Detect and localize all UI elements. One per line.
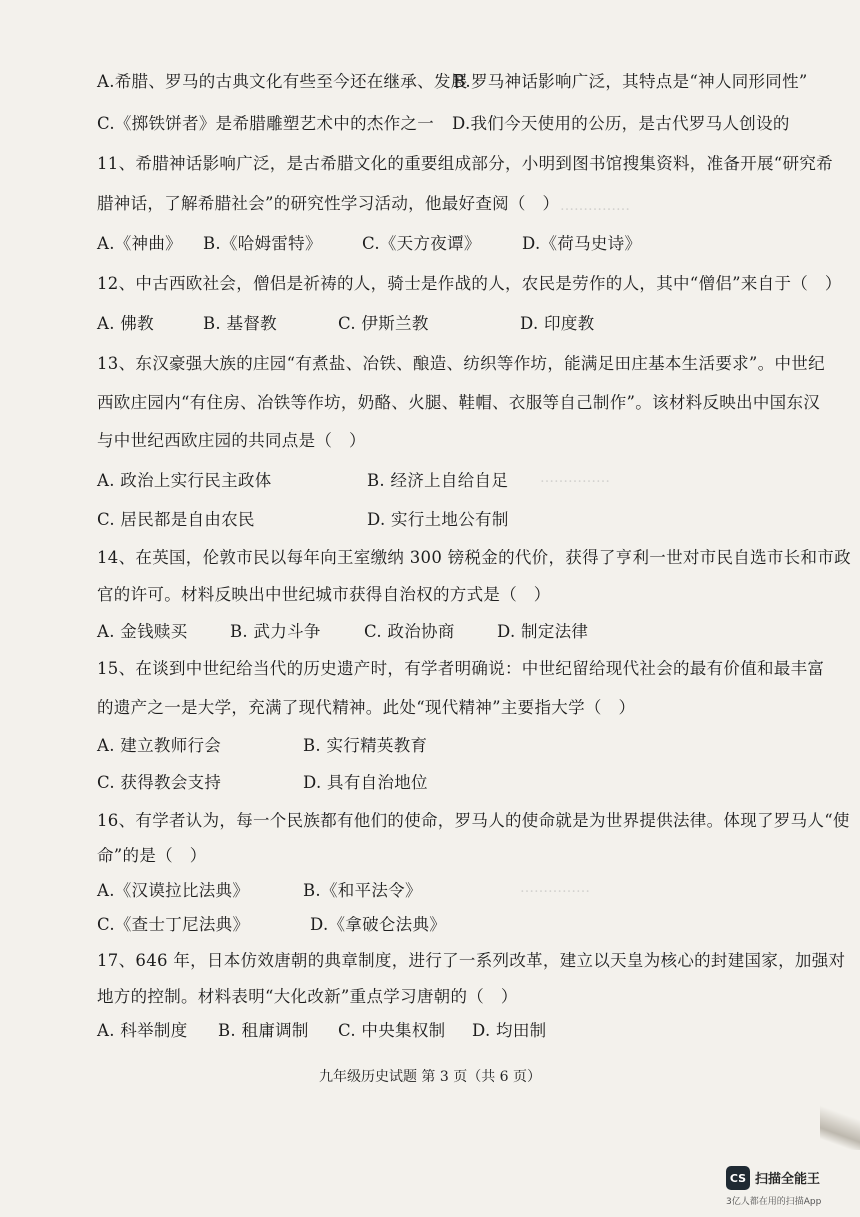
q16-stem: 16、有学者认为，每一个民族都有他们的使命，罗马人的使命就是为世界提供法律。体现了罗马人“使: [97, 811, 850, 830]
q15-option-c: C. 获得教会支持: [97, 773, 222, 792]
q12-option-d: D. 印度教: [520, 314, 595, 333]
q13-option-d: D. 实行土地公有制: [367, 510, 509, 529]
q15-stem: 15、在谈到中世纪给当代的历史遗产时，有学者明确说：中世纪留给现代社会的最有价值和最丰富: [97, 659, 825, 678]
camscanner-logo-icon: CS: [726, 1166, 750, 1190]
q12-option-c: C. 伊斯兰教: [338, 314, 429, 333]
q16-option-d: D.《拿破仑法典》: [310, 915, 447, 934]
scanner-watermark: [726, 1166, 836, 1206]
q11-option-d: D.《荷马史诗》: [522, 234, 642, 253]
q15-option-a: A. 建立教师行会: [97, 736, 222, 755]
bleed-through: ……………: [540, 470, 610, 486]
q13-option-a: A. 政治上实行民主政体: [97, 471, 272, 490]
q14-option-c: C. 政治协商: [364, 622, 455, 641]
watermark-title: 扫描全能王: [755, 1172, 821, 1187]
q11-option-c: C.《天方夜谭》: [362, 234, 481, 253]
paper-tear: [820, 1090, 860, 1150]
watermark-subtitle: 3亿人都在用的扫描App: [726, 1197, 822, 1207]
q13-stem-cont: 西欧庄园内“有住房、冶铁等作坊，奶酪、火腿、鞋帽、衣服等自己制作”。该材料反映出中国东汉: [97, 393, 821, 412]
q16-option-c: C.《查士丁尼法典》: [97, 915, 250, 934]
q10-option-b: B.罗马神话影响广泛，其特点是“神人同形同性”: [453, 72, 808, 91]
q13-option-c: C. 居民都是自由农民: [97, 510, 255, 529]
q10-option-c: C.《掷铁饼者》是希腊雕塑艺术中的杰作之一: [97, 114, 435, 133]
page-footer: 九年级历史试题 第 3 页（共 6 页）: [318, 1069, 542, 1085]
q17-option-c: C. 中央集权制: [338, 1021, 446, 1040]
q15-stem-cont: 的遗产之一是大学，充满了现代精神。此处“现代精神”主要指大学（ ）: [97, 698, 636, 717]
q14-option-b: B. 武力斗争: [230, 622, 321, 641]
q11-option-a: A.《神曲》: [97, 234, 182, 253]
q10-option-a: A.希腊、罗马的古典文化有些至今还在继承、发展: [97, 72, 468, 91]
q12-option-a: A. 佛教: [97, 314, 154, 333]
q13-stem: 13、东汉豪强大族的庄园“有煮盐、冶铁、酿造、纺织等作坊，能满足田庄基本生活要求”。中世纪: [97, 354, 825, 373]
q14-stem: 14、在英国，伦敦市民以每年向王室缴纳 300 镑税金的代价，获得了亨利一世对市民自选市长和市政: [97, 548, 851, 567]
q14-option-d: D. 制定法律: [497, 622, 589, 641]
q12-stem: 12、中古西欧社会，僧侣是祈祷的人，骑士是作战的人，农民是劳作的人，其中“僧侣”来自于（ ）: [97, 274, 842, 293]
q11-option-b: B.《哈姆雷特》: [203, 234, 322, 253]
bleed-through: ……………: [520, 880, 590, 896]
q17-option-b: B. 租庸调制: [218, 1021, 309, 1040]
q13-stem-cont: 与中世纪西欧庄园的共同点是（ ）: [97, 431, 366, 450]
q17-option-a: A. 科举制度: [97, 1021, 188, 1040]
q17-stem: 17、646 年，日本仿效唐朝的典章制度，进行了一系列改革，建立以天皇为核心的封建国家，加强对: [97, 951, 846, 970]
q15-option-b: B. 实行精英教育: [303, 736, 428, 755]
q16-option-b: B.《和平法令》: [303, 881, 422, 900]
q10-option-d: D.我们今天使用的公历，是古代罗马人创设的: [452, 114, 790, 133]
q17-stem-cont: 地方的控制。材料表明“大化改新”重点学习唐朝的（ ）: [97, 987, 518, 1006]
q16-stem-cont: 命”的是（ ）: [97, 846, 207, 865]
q13-option-b: B. 经济上自给自足: [367, 471, 509, 490]
q11-stem-cont: 腊神话，了解希腊社会”的研究性学习活动，他最好查阅（ ）: [97, 194, 560, 213]
q11-stem: 11、希腊神话影响广泛，是古希腊文化的重要组成部分，小明到图书馆搜集资料，准备开展“研究希: [97, 154, 833, 173]
q15-option-d: D. 具有自治地位: [303, 773, 428, 792]
q14-stem-cont: 官的许可。材料反映出中世纪城市获得自治权的方式是（ ）: [97, 585, 551, 604]
q16-option-a: A.《汉谟拉比法典》: [97, 881, 250, 900]
q14-option-a: A. 金钱赎买: [97, 622, 188, 641]
q17-option-d: D. 均田制: [472, 1021, 547, 1040]
bleed-through: ……………: [560, 198, 630, 214]
q12-option-b: B. 基督教: [203, 314, 277, 333]
